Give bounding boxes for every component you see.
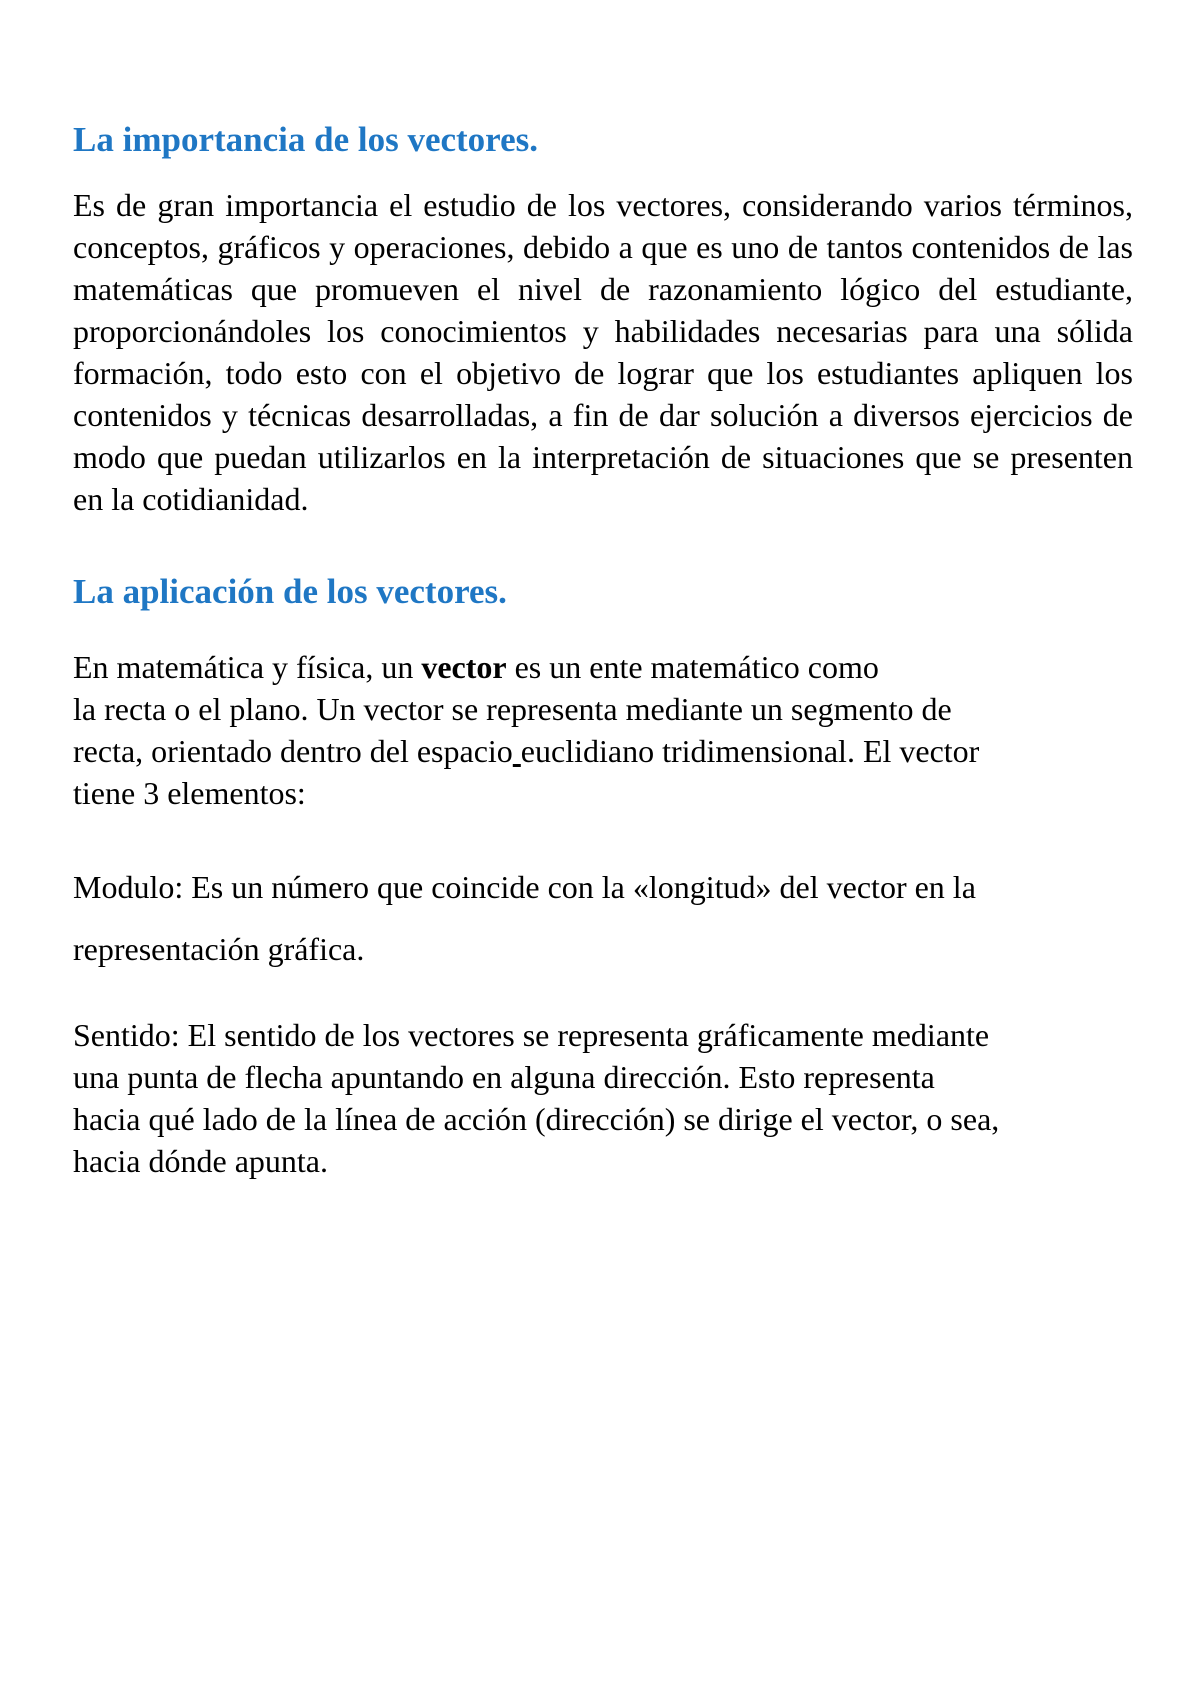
underlined-space — [513, 733, 521, 769]
definition-text: recta, orientado dentro del espacio — [73, 733, 513, 769]
definition-text: euclidiano tridimensional. El vector — [520, 733, 980, 769]
sentido-line-2: una punta de flecha apuntando en alguna dirección. Esto representa — [73, 1059, 935, 1095]
definition-line-1 — [73, 646, 1133, 688]
definition-line-2: la recta o el plano. Un vector se representa mediante un segmento de — [73, 691, 952, 727]
modulo-line-1: Modulo: Es un número que coincide con la «longitud» del vector en la — [73, 869, 976, 905]
document-page — [73, 110, 1133, 1182]
section-heading-aplicacion: La aplicación de los vectores. — [73, 572, 507, 611]
modulo-line-2: representación gráfica. — [73, 931, 365, 967]
definition-line-4: tiene 3 elementos: — [73, 775, 306, 811]
paragraph-vector-definition — [73, 646, 1133, 814]
sentido-line-1: Sentido: El sentido de los vectores se representa gráficamente mediante — [73, 1017, 990, 1053]
definition-line-3 — [73, 730, 1133, 772]
paragraph-importancia: Es de gran importancia el estudio de los vectores, considerando varios términos, conceptos, gráficos y operaciones, debido a que es uno de tantos contenidos de las matemáticas que promueven el nivel de razonamiento lógico del estudiante, proporcionándoles los conocimientos y habilidades necesarias para una sólida formación, todo esto con el objetivo de lograr que los estudiantes apliquen los contenidos y técnicas desarrolladas, a fin de dar solución a diversos ejercicios de modo que puedan utilizarlos en la interpretación de situaciones que se presenten en la cotidianidad. — [73, 187, 1133, 517]
sentido-line-3: hacia qué lado de la línea de acción (dirección) se dirige el vector, o sea, — [73, 1101, 1000, 1137]
definition-text: En matemática y física, un — [73, 649, 422, 685]
paragraph-modulo — [73, 856, 1133, 980]
vector-term-bold: vector — [421, 649, 507, 685]
section-heading-importancia: La importancia de los vectores. — [73, 120, 538, 159]
definition-text: es un ente matemático como — [506, 649, 879, 685]
paragraph-sentido — [73, 1014, 1133, 1182]
sentido-line-4: hacia dónde apunta. — [73, 1143, 328, 1179]
